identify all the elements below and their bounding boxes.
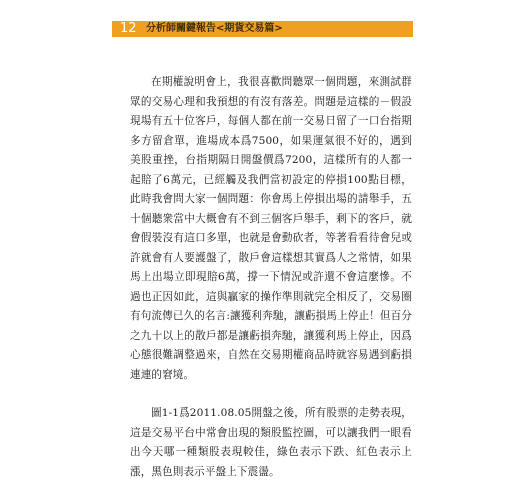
body-text	[130, 73, 412, 482]
paragraph: 圖1-1爲2011.08.05開盤之後，所有股票的走勢表現，這是交易平台中常會出現的類股監控圖，可以讓我們一眼看出今天哪一種類股表現較佳，綠色表示下跌、紅色表示上漲，黑色則表示平盤上下震盪。	[130, 407, 412, 478]
paragraph: 在期權說明會上，我很喜歡問聽眾一個問題，來測試群眾的交易心理和我預想的有沒有落差。問題是這樣的－假設現場有五十位客戶，每個人都在前一交易日留了一口台指期多方留倉單，進場成本爲7500，如果運氣很不好的，遇到美股重挫，台指期隔日開盤價爲7200，這樣所有的人都一起賠了6萬元，已經觸及我們當初設定的停損100點目標，此時我會問大家一個問題：你會馬上停損出場的請舉手，五十個聽衆當中大概會有不到三個客戶舉手，剩下的客戶，就會假裝沒有這口多單，也就是會動砍者，等著看看待會兒或許就會有人要護盤了，散戶會這樣想其實爲人之常情，如果馬上出場立即現賠6萬，撐一下情況或許還不會這麼慘。不過也正因如此，這與贏家的操作準則就完全相反了，交易圈有句流傳已久的名言:讓獲利奔馳，讓虧損馬上停止！但百分之九十以上的散戶都是讓虧損奔馳，讓獲利馬上停止，因爲心態很難調整過來，自然在交易期權商品時就容易遇到虧損連連的窘境。	[130, 76, 412, 381]
page-number: 12	[120, 21, 137, 36]
chapter-title: 分析師關鍵報告<期貨交易篇>	[146, 23, 283, 34]
